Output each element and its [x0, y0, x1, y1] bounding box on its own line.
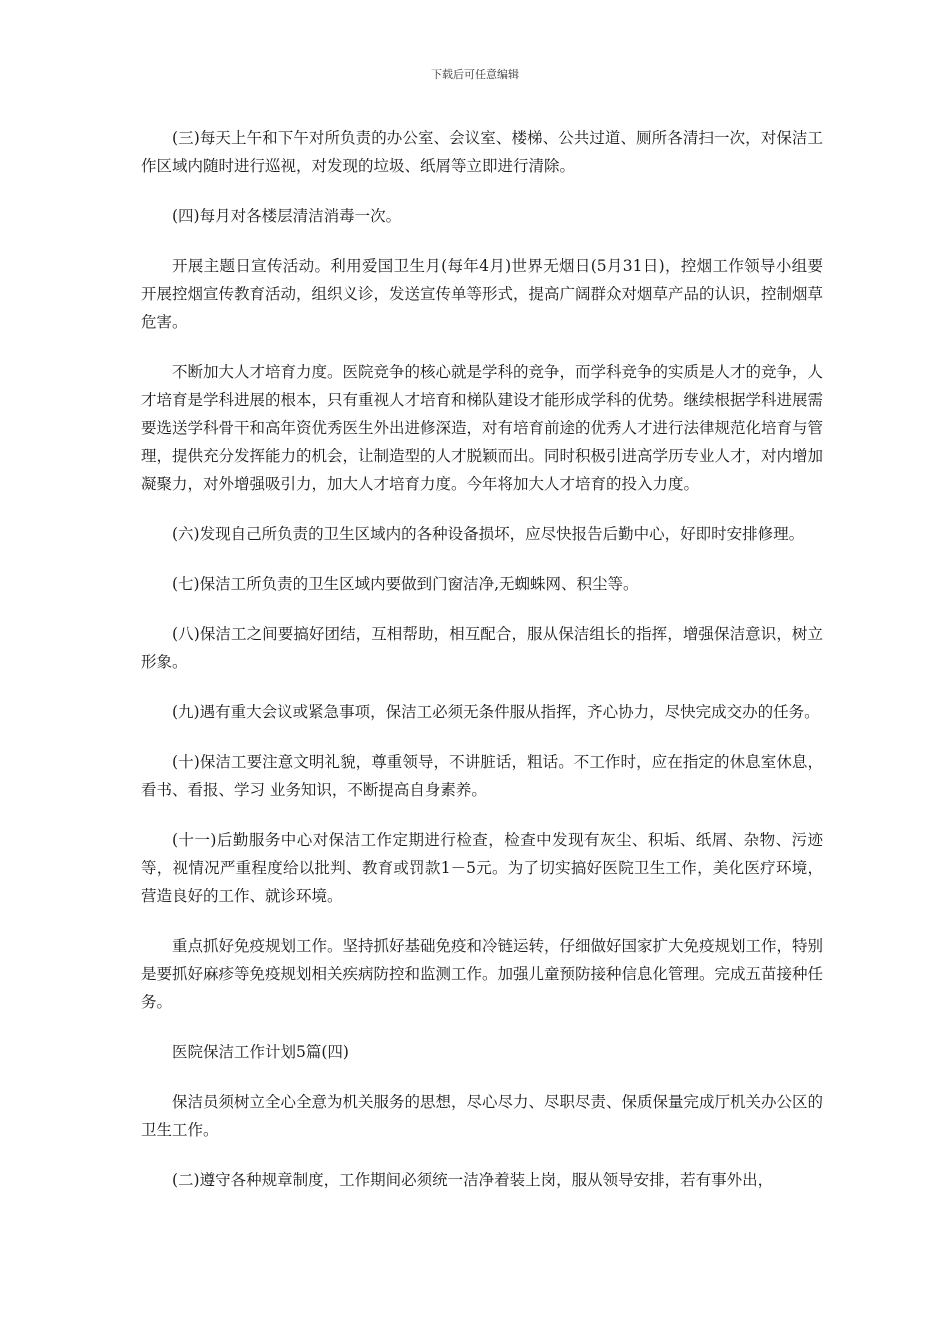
paragraph-9: (十)保洁工要注意文明礼貌，尊重领导，不讲脏话，粗话。不工作时，应在指定的休息室休息，看书、看报、学习 业务知识，不断提高自身素养。: [141, 753, 823, 799]
paragraph-7: (八)保洁工之间要搞好团结，互相帮助，相互配合，服从保洁组长的指挥，增强保洁意识，树立形象。: [141, 625, 823, 671]
paragraph-6: (七)保洁工所负责的卫生区域内要做到门窗洁净,无蜘蛛网、积尘等。: [172, 575, 639, 593]
paragraph-2: (四)每月对各楼层清洁消毒一次。: [172, 207, 402, 225]
paragraph-14: (二)遵守各种规章制度，工作期间必须统一洁净着装上岗，服从领导安排，若有事外出，: [172, 1171, 774, 1189]
page-header: 下载后可任意编辑: [431, 68, 519, 81]
section-heading: 医院保洁工作计划5篇(四): [172, 1043, 349, 1061]
paragraph-10: (十一)后勤服务中心对保洁工作定期进行检查，检查中发现有灰尘、积垢、纸屑、杂物、污迹等，视情况严重程度给以批判、教育或罚款1－5元。为了切实搞好医院卫生工作，美化医疗环境，营造良好的工作、就诊环境。: [141, 831, 823, 905]
paragraph-3: 开展主题日宣传活动。利用爱国卫生月(每年4月)世界无烟日(5月31日)，控烟工作领导小组要开展控烟宣传教育活动，组织义诊，发送宣传单等形式，提高广阔群众对烟草产品的认识，控制烟草危害。: [141, 257, 824, 331]
paragraph-4: 不断加大人才培育力度。医院竞争的核心就是学科的竞争，而学科竞争的实质是人才的竞争，人才培育是学科进展的根本，只有重视人才培育和梯队建设才能形成学科的优势。继续根据学科进展需要选送学科骨干和高年资优秀医生外出进修深造，对有培育前途的优秀人才进行法律规范化培育与管理，提供充分发挥能力的机会，让制造型的人才脱颖而出。同时积极引进高学历专业人才，对内增加凝聚力，对外增强吸引力，加大人才培育力度。今年将加大人才培育的投入力度。: [141, 363, 824, 493]
document-body: [141, 124, 823, 1216]
paragraph-11: 重点抓好免疫规划工作。坚持抓好基础免疫和冷链运转，仔细做好国家扩大免疫规划工作，特别是要抓好麻疹等免疫规划相关疾病防控和监测工作。加强儿童预防接种信息化管理。完成五苗接种任务。: [141, 937, 824, 1011]
paragraph-5: (六)发现自己所负责的卫生区域内的各种设备损坏，应尽快报告后勤中心，好即时安排修理。: [172, 525, 805, 543]
paragraph-8: (九)遇有重大会议或紧急事项，保洁工必须无条件服从指挥，齐心协力，尽快完成交办的任务。: [172, 703, 820, 721]
paragraph-13: 保洁员须树立全心全意为机关服务的思想，尽心尽力、尽职尽责、保质保量完成厅机关办公区的卫生工作。: [141, 1093, 824, 1139]
paragraph-1: (三)每天上午和下午对所负责的办公室、会议室、楼梯、公共过道、厕所各清扫一次，对保洁工作区域内随时进行巡视，对发现的垃圾、纸屑等立即进行清除。: [141, 129, 823, 175]
